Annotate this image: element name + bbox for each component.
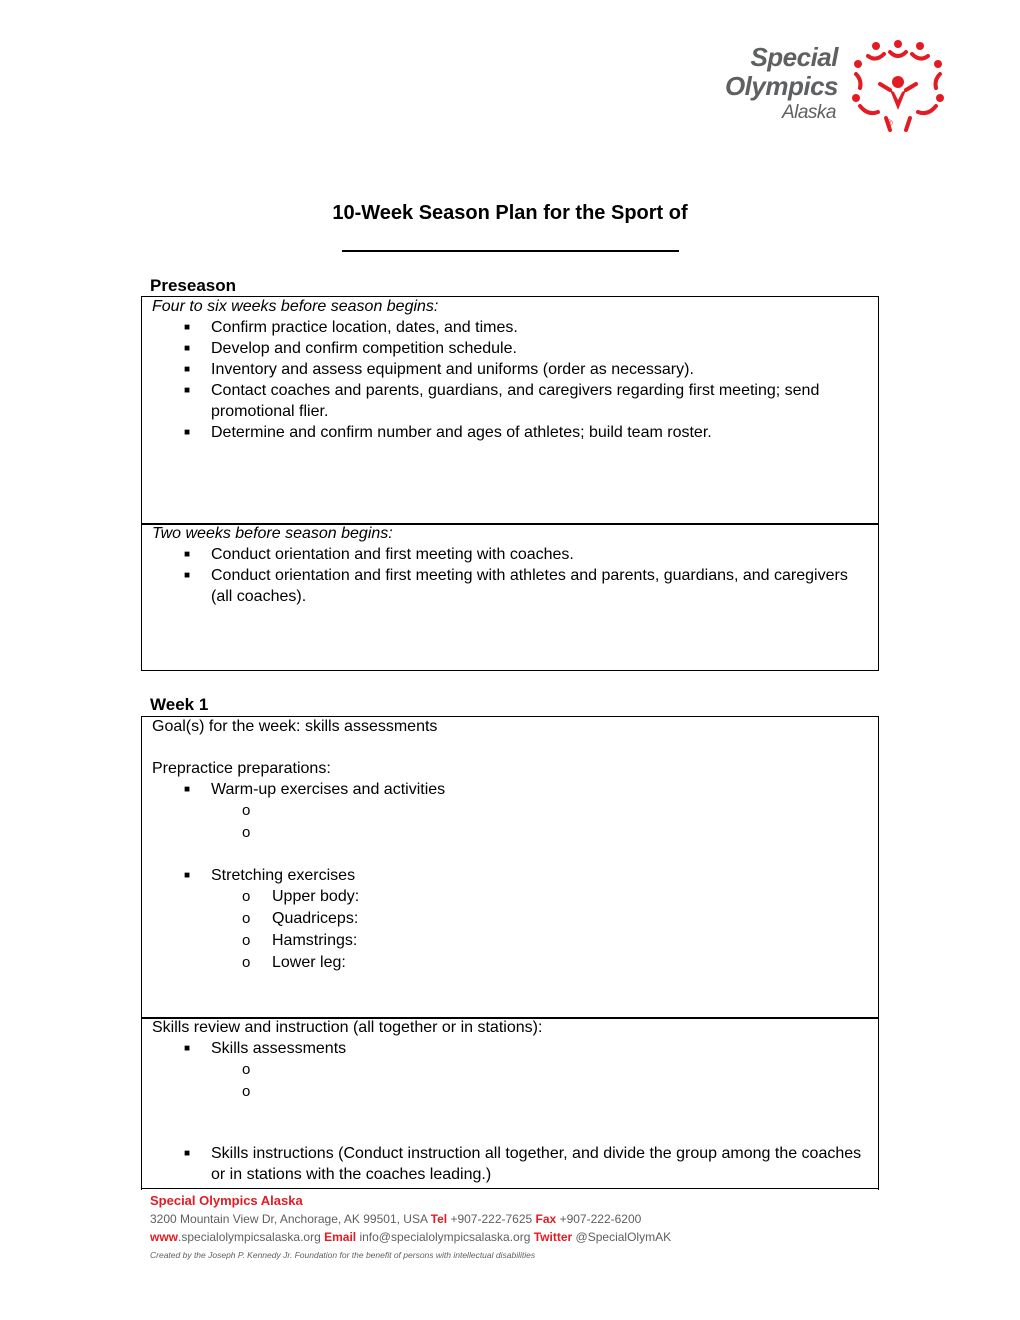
list-item: ■ Develop and confirm competition schedule. bbox=[184, 340, 517, 357]
footer-contact-line-1 bbox=[150, 1210, 671, 1228]
preseason-heading: Preseason bbox=[150, 276, 236, 295]
list-item: ■ Inventory and assess equipment and uniforms (order as necessary). bbox=[184, 361, 694, 378]
circle-bullet-icon: o bbox=[242, 1083, 251, 1100]
week-1-preparations-block bbox=[141, 716, 879, 1019]
bullet-icon: ■ bbox=[184, 322, 191, 333]
list-item: ■ Conduct orientation and first meeting with athletes and parents, guardians, and caregivers (all coaches). bbox=[184, 567, 848, 605]
special-olympics-logo bbox=[698, 40, 948, 132]
circle-bullet-icon: o bbox=[242, 888, 251, 905]
preseason-block-2 bbox=[141, 523, 879, 671]
bullet-icon: ■ bbox=[184, 1043, 191, 1054]
circle-bullet-icon: o bbox=[242, 1061, 251, 1078]
footer-twitter-label: Twitter bbox=[533, 1230, 573, 1244]
list-item: ■ Skills assessments bbox=[184, 1040, 347, 1057]
footer-org-name: Special Olympics Alaska bbox=[150, 1193, 303, 1208]
bullet-icon: ■ bbox=[184, 427, 191, 438]
week-1-skills-block bbox=[141, 1017, 879, 1190]
sub-item bbox=[152, 1059, 868, 1081]
bullet-icon: ■ bbox=[184, 385, 191, 396]
logo-text-special: Special bbox=[750, 42, 838, 72]
footer-address: 3200 Mountain View Dr, Anchorage, AK 99501, USA bbox=[150, 1212, 428, 1226]
sport-name-blank-line bbox=[342, 250, 679, 252]
sub-item bbox=[152, 822, 868, 844]
block-intro: Four to six weeks before season begins: bbox=[152, 298, 439, 315]
footer-twitter-link[interactable]: @SpecialOlymAK bbox=[575, 1230, 672, 1244]
footer-fax-label: Fax bbox=[535, 1212, 557, 1226]
list-item: ■ Determine and confirm number and ages of athletes; build team roster. bbox=[184, 424, 712, 441]
block-intro: Two weeks before season begins: bbox=[152, 525, 393, 542]
skills-review-label: Skills review and instruction (all together or in stations): bbox=[152, 1019, 543, 1036]
registered-mark: ® bbox=[886, 118, 893, 128]
sub-item: o Lower leg: bbox=[152, 952, 868, 974]
sub-item: o Hamstrings: bbox=[152, 930, 868, 952]
circle-bullet-icon: o bbox=[242, 954, 251, 971]
week-1-heading: Week 1 bbox=[150, 695, 209, 714]
bullet-icon: ■ bbox=[184, 784, 191, 795]
footer-fax: +907-222-6200 bbox=[559, 1212, 642, 1226]
footer-tel-label: Tel bbox=[430, 1212, 448, 1226]
footer-email-label: Email bbox=[324, 1230, 357, 1244]
preseason-block-1 bbox=[141, 296, 879, 525]
bullet-icon: ■ bbox=[184, 1148, 191, 1159]
footer-website-link[interactable]: .specialolympicsalaska.org bbox=[178, 1230, 321, 1244]
list-item: ■ Skills instructions (Conduct instruction all together, and divide the group among the coaches or in stations with the coaches leading.) bbox=[184, 1145, 862, 1183]
document-title: 10-Week Season Plan for the Sport of bbox=[332, 202, 688, 224]
footer bbox=[150, 1192, 671, 1264]
circle-bullet-icon: o bbox=[242, 802, 251, 819]
list-item: ■ Warm-up exercises and activities bbox=[184, 781, 446, 798]
bullet-icon: ■ bbox=[184, 570, 191, 581]
logo-text-olympics: Olympics bbox=[724, 71, 838, 101]
bullet-icon: ■ bbox=[184, 870, 191, 881]
footer-credit: Created by the Joseph P. Kennedy Jr. Foundation for the benefit of persons with intellectual disabilities bbox=[150, 1250, 536, 1260]
bullet-icon: ■ bbox=[184, 343, 191, 354]
week-goal: Goal(s) for the week: skills assessments bbox=[152, 718, 438, 735]
list-item: ■ Confirm practice location, dates, and times. bbox=[184, 319, 518, 336]
list-item: ■ Stretching exercises bbox=[184, 867, 356, 884]
bullet-icon: ■ bbox=[184, 549, 191, 560]
footer-contact-line-2 bbox=[150, 1228, 671, 1246]
bullet-icon: ■ bbox=[184, 364, 191, 375]
sub-item bbox=[152, 800, 868, 822]
circle-bullet-icon: o bbox=[242, 932, 251, 949]
sub-item: o Quadriceps: bbox=[152, 908, 868, 930]
block-bottom-border bbox=[141, 1188, 879, 1189]
footer-email-link[interactable]: info@specialolympicsalaska.org bbox=[359, 1230, 531, 1244]
prepractice-label: Prepractice preparations: bbox=[152, 760, 331, 777]
footer-tel: +907-222-7625 bbox=[450, 1212, 533, 1226]
logo-text-alaska: Alaska bbox=[781, 102, 836, 123]
circle-bullet-icon: o bbox=[242, 910, 251, 927]
sub-item bbox=[152, 1081, 868, 1103]
list-item: ■ Contact coaches and parents, guardians, and caregivers regarding first meeting; send promotional flier. bbox=[184, 382, 820, 420]
circle-bullet-icon: o bbox=[242, 824, 251, 841]
special-olympics-emblem-icon bbox=[850, 40, 946, 132]
footer-www-label: www bbox=[150, 1230, 179, 1244]
sub-item: o Upper body: bbox=[152, 886, 868, 908]
list-item: ■ Conduct orientation and first meeting with coaches. bbox=[184, 546, 574, 563]
